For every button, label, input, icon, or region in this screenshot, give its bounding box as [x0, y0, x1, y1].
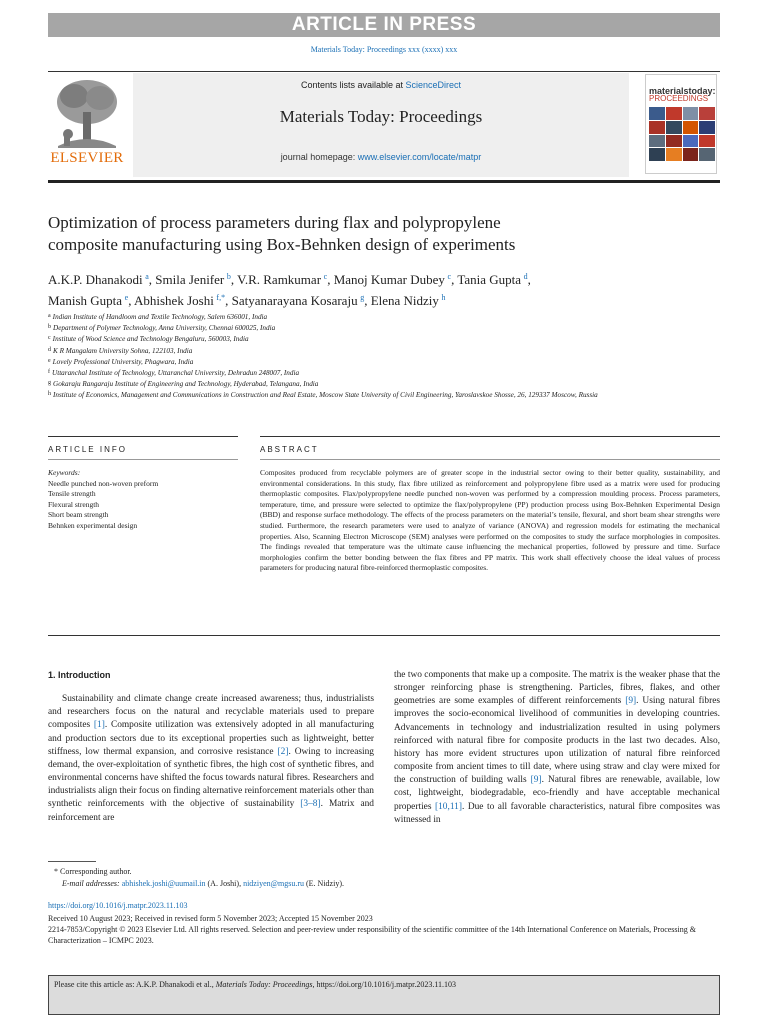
body-column-right — [394, 669, 720, 827]
cover-title: materialstoday: — [649, 86, 716, 96]
email-link[interactable]: abhishek.joshi@uumail.in — [121, 879, 206, 888]
affiliation-marker: e — [48, 357, 51, 364]
email-link[interactable]: nidziyen@mgsu.ru — [243, 879, 304, 888]
cover-subtitle: PROCEEDINGS — [649, 94, 709, 103]
abstract-subrule — [260, 459, 720, 460]
affiliation-marker: d — [48, 346, 51, 353]
article-in-press-banner: ARTICLE IN PRESS — [48, 13, 720, 37]
affiliation-text: Indian Institute of Handloom and Textile Technology, Salem 636001, India — [52, 313, 268, 321]
paper-title — [48, 212, 648, 256]
cover-image-grid — [649, 107, 715, 161]
keyword-item: Short beam strength — [48, 510, 109, 520]
received-dates: Received 10 August 2023; Received in revised form 5 November 2023; Accepted 15 November 2023 — [48, 914, 373, 923]
body-text: . Composite utilization was extensively adopted in all manufacturing and production sectors due to its exceptional properties such as lightweight, better stiffness, low thermal expansion, and corrosive resistance — [48, 720, 374, 757]
paper-title-line-1: Optimization of process parameters during flax and polypropylene — [48, 213, 501, 232]
affiliation-text: Uttaranchal Institute of Technology, Uttaranchal University, Dehradun 248007, India — [52, 369, 300, 378]
publication-info — [48, 900, 720, 946]
copyright-notice: 2214-7853/Copyright © 2023 Elsevier Ltd. All rights reserved. Selection and peer-review under responsibility of the scientific committee of the 14th International Conference on Materials, Processing & Characterization – ICMPC 2023. — [48, 925, 696, 945]
affiliation-item — [48, 389, 668, 400]
affiliation-item — [48, 356, 668, 367]
author-name: V.R. Ramkumar — [237, 272, 322, 287]
author-affil-link[interactable]: b — [226, 272, 231, 281]
section-heading: 1. Introduction — [48, 670, 111, 680]
journal-reference[interactable]: Materials Today: Proceedings xxx (xxxx) xxx — [310, 45, 458, 54]
article-info-subrule — [48, 459, 238, 460]
intro-paragraph-continued — [394, 669, 720, 827]
abstract-bottom-rule — [48, 635, 720, 636]
affiliation-item — [48, 311, 668, 322]
author-affil-link[interactable]: d — [523, 272, 528, 281]
header-top-rule — [48, 71, 720, 72]
body-text: . Owing to increasing demand, the over-exploitation of synthetic fibres, the high cost of synthetic fibres, and environmental concerns have shifted the focus towards natural fibres. Researchers and industrialists align their focus on finding alternative reinforcement materials other than synthetic reinforcements with the objective of sustainability — [48, 746, 374, 810]
affiliation-marker: h — [48, 391, 51, 398]
affiliation-marker: c — [48, 335, 51, 342]
keyword-item: Needle punched non-woven preform — [48, 478, 159, 488]
keyword-item: Flexural strength — [48, 499, 100, 509]
article-info-heading: ARTICLE INFO — [48, 445, 127, 454]
keyword-item: Behnken experimental design — [48, 520, 138, 530]
footnote-rule — [48, 861, 96, 862]
email-label: E-mail addresses: — [62, 879, 122, 888]
keyword-item: Tensile strength — [48, 489, 96, 499]
journal-cover-image[interactable] — [645, 74, 717, 174]
paper-title-line-2: composite manufacturing using Box-Behnken design of experiments — [48, 235, 516, 254]
author-affil-link[interactable]: c — [323, 272, 328, 281]
body-text: the two components that make up a composite. The matrix is the weaker phase that the stronger reinforcing phase is strengthening. Particles, fibres, flakes, and other geometries are some examples of different reinforcements — [394, 670, 720, 707]
author-affil-link[interactable]: g — [360, 293, 365, 302]
affiliation-marker: b — [48, 324, 51, 331]
body-text: Sustainability and climate change create increased awareness; thus, industrialists and researchers focus on the natural and recyclable materials used to prepare composites — [48, 694, 374, 731]
author-name: Satyanarayana Kosaraju — [231, 293, 358, 308]
cite-doi[interactable]: , https://doi.org/10.1016/j.matpr.2023.11.103 — [312, 980, 457, 989]
cite-prefix: Please cite this article as: A.K.P. Dhanakodi et al., — [54, 980, 216, 989]
author-affil-link[interactable]: a — [145, 272, 149, 281]
author-name: Manish Gupta — [48, 293, 123, 308]
sciencedirect-link[interactable]: ScienceDirect — [405, 80, 462, 90]
affiliation-text: Department of Polymer Technology, Anna University, Chennai 600025, India — [53, 324, 276, 333]
journal-homepage — [133, 152, 629, 162]
author-name: Manoj Kumar Dubey — [333, 272, 445, 287]
author-name: Abhishek Joshi — [134, 293, 214, 308]
keywords-block — [48, 468, 238, 532]
email-owner: (A. Joshi), — [205, 879, 244, 888]
article-info-rule — [48, 436, 238, 437]
abstract-text: Composites produced from recyclable polymers are of greater scope in the industrial sector owing to their better quality, sustainability, and environmental considerations. In this study, flax fibre utilized as reinforcement and polypropylene fibre used as a matrix were used for producing thermoplastic composites. Flax/polypropylene needle punched non-woven was performed by a compression moulding process. Process parameters, temperature, time, and pressure were selected to optimize the flax/polypropylene (PP) production process using Box-Behnken Experimental Design (BBD) and response surface methodology. The effects of the process parameters on the material’s tensile, flexural, and short beam shear strengths were studied. Furthermore, the research parameters were used to analyze of variance (ANOVA) and regression models for estimating the mechanical properties. Also, Scanning Electron Microscope (SEM) analyses were performed on the composites to study the surface morphologies in composites. The findings revealed that temperature was the ultimate cause influencing the mechanical properties, followed by pressure and time. Surface morphologies confirm the better bonding between the flax fibres and PP matrix. This work shall effectively choose the ideal values of process parameters for producing natural fibre-reinforced thermoplastic composites. — [260, 468, 720, 573]
body-text: . Using natural fibres improves the socio-economical livelihood of communities in developing countries. Advancements in technology and industrialization resulted in using polymers reinforced with natural fibre for composite products in the last two decades. Also, history has more evident structures upon utilization of natural fibre reinforced composite from ancient times to till date, where using straw and clay were mixed for the construction of building walls — [394, 696, 720, 786]
cite-journal: Materials Today: Proceedings — [215, 980, 313, 989]
journal-title: Materials Today: Proceedings — [279, 107, 483, 126]
citation-link[interactable]: [10,11] — [435, 801, 462, 812]
body-text: . Matrix and reinforcement are — [48, 799, 374, 823]
citation-link[interactable]: [2] — [277, 746, 289, 757]
author-name: Tania Gupta — [457, 272, 522, 287]
affiliation-item — [48, 378, 668, 389]
affiliation-text: Lovely Professional University, Phagwara, India — [52, 357, 194, 366]
homepage-link[interactable]: www.elsevier.com/locate/matpr — [357, 152, 482, 162]
affiliation-item — [48, 333, 668, 344]
keywords-label: Keywords: — [48, 468, 81, 477]
abstract-heading: ABSTRACT — [260, 445, 319, 454]
author-name: A.K.P. Dhanakodi — [48, 272, 143, 287]
affiliation-item — [48, 345, 668, 356]
author-affil-link[interactable]: c — [447, 272, 452, 281]
author-affil-link[interactable]: e — [124, 293, 129, 302]
citation-link[interactable]: [9] — [530, 775, 542, 786]
author-affil-link[interactable]: h — [441, 293, 446, 302]
affiliation-marker: g — [48, 380, 51, 387]
citation-link[interactable]: [1] — [93, 720, 105, 731]
affiliation-text: Institute of Wood Science and Technology Bengaluru, 560003, India — [52, 335, 249, 344]
email-owner: (E. Nidziy). — [304, 879, 344, 888]
body-text: . Due to all favorable characteristics, natural fibre composites was witnessed in — [394, 801, 720, 825]
contents-prefix: Contents lists available at — [300, 80, 406, 90]
abstract-rule — [260, 436, 720, 437]
footnotes — [48, 866, 720, 890]
author-affil-link[interactable]: f,* — [216, 293, 226, 302]
affiliation-item — [48, 367, 668, 378]
author-list: A.K.P. Dhanakodi $^a$, Smila Jenifer $^b$, V.R. Ramkumar $^c$, Manoj Kumar Dubey $^c$, Tania Gupta $^d$, Manish Gupta $^e$, Abhishek Joshi $^{f,*}$, Satyanarayana Kosaraju $^g$, Elena Nidziy $^h$ — [48, 272, 531, 308]
doi-link[interactable]: https://doi.org/10.1016/j.matpr.2023.11.103 — [48, 901, 188, 910]
homepage-prefix: journal homepage: — [280, 152, 358, 162]
body-text: . Natural fibres are renewable, available, low cost, lightweight, biodegradable, eco-friendly and have acceptable mechanical properties — [394, 775, 720, 812]
header-bottom-rule — [48, 180, 720, 183]
affiliation-marker: f — [48, 369, 50, 376]
citation-box — [48, 975, 720, 1015]
affiliation-text: Institute of Economics, Management and Communications in Construction and Real Estate, Moscow State University of Civil Engineering, Yaroslavskoe Shosse, 26, 129337 Moscow, Russia — [53, 391, 598, 400]
intro-paragraph — [48, 693, 374, 825]
elsevier-wordmark[interactable]: ELSEVIER — [50, 150, 124, 166]
citation-link[interactable]: [9] — [625, 696, 637, 707]
affiliation-text: K R Mangalam University Sohna, 122103, India — [53, 346, 193, 355]
affiliation-text: Gokaraju Rangaraju Institute of Engineering and Technology, Hyderabad, Telangana, India — [53, 380, 319, 389]
author-name: Smila Jenifer — [155, 272, 225, 287]
affiliation-marker: a — [48, 313, 51, 319]
affiliation-item — [48, 322, 668, 333]
contents-line — [133, 80, 629, 90]
citation-link[interactable]: [3–8] — [300, 799, 321, 810]
affiliation-list — [48, 311, 668, 401]
email-line — [48, 878, 720, 890]
author-name: Elena Nidziy — [370, 293, 439, 308]
corresponding-author-note: * Corresponding author. — [54, 867, 132, 876]
body-column-left — [48, 669, 374, 825]
